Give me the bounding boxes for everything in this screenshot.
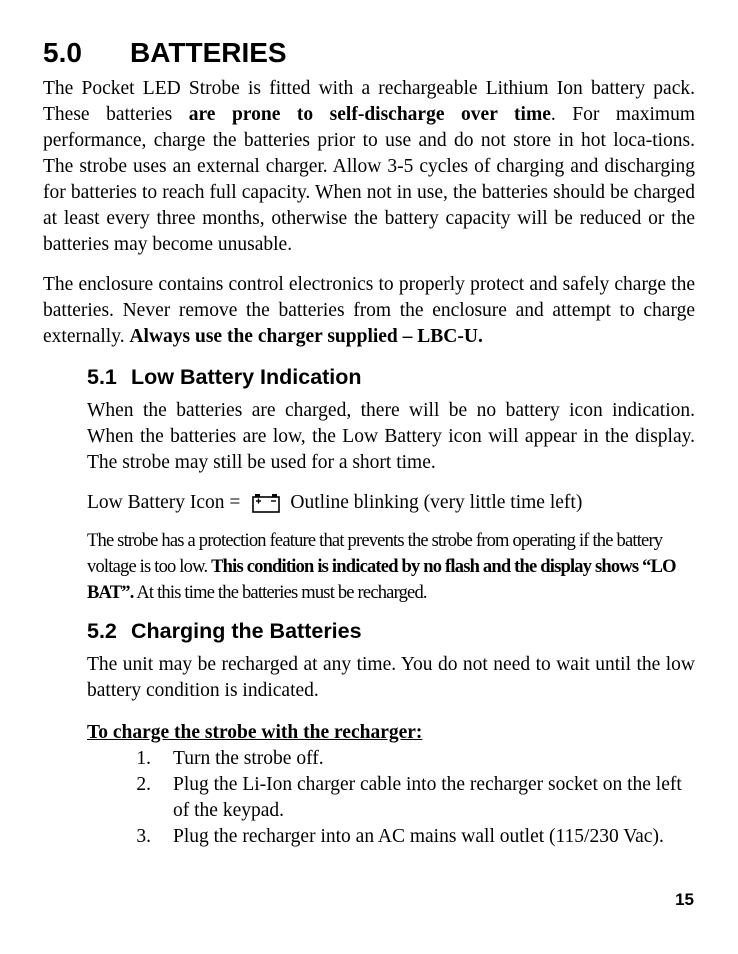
list-item: [87, 824, 695, 850]
charge-instructions-title: To charge the strobe with the recharger:: [87, 722, 423, 743]
section-number: 5.0: [43, 37, 82, 68]
icon-line-label: Low Battery Icon =: [87, 492, 241, 513]
para1-bold: are prone to self-discharge over time: [188, 104, 551, 125]
subsection-heading-low-battery: [87, 362, 695, 392]
recharge-paragraph: The unit may be recharged at any time. You do not need to wait until the low battery condition is indicated.: [87, 654, 695, 701]
manual-page: [43, 34, 695, 850]
step-number: 3.: [136, 826, 151, 847]
icon-line-description: Outline blinking (very little time left): [290, 492, 583, 513]
list-item: [87, 772, 695, 824]
protection-paragraph: [87, 528, 695, 606]
low-battery-paragraph: When the batteries are charged, there will be no battery icon indication. When the batteries are low, the Low Battery icon will appear in the display. The strobe may still be used for a short time.: [87, 400, 695, 473]
page-number: 15: [675, 890, 694, 909]
section-heading: [43, 34, 695, 72]
para2-text-a: The enclosure contains control electronics to properly protect and safely charge the batteries. Never remove the batteries from the enclosure and attempt to charge externally.: [43, 274, 695, 347]
subsection-number: 5.2: [87, 619, 117, 643]
list-item: [87, 746, 695, 772]
step-text: Turn the strobe off.: [173, 748, 324, 769]
step-text: Plug the recharger into an AC mains wall outlet (115/230 Vac).: [173, 826, 664, 847]
low-battery-icon-line: [87, 490, 695, 516]
battery-outline-icon: [252, 493, 280, 513]
subsection-title: Charging the Batteries: [131, 619, 362, 643]
subsection-title: Low Battery Indication: [131, 365, 362, 389]
para1-text-c: . For maximum performance, charge the batteries prior to use and do not store in hot loca-tions. The strobe uses an external charger. Allow 3-5 cycles of charging and discharging for batteries to reach full capacity. When not in use, the batteries should be charged at least every three months, otherwise the battery capacity will be reduced or the batteries may become unusable.: [43, 104, 695, 255]
step-number: 1.: [136, 748, 151, 769]
para1-text-a: The Pocket LED Strobe is fitted with a rechargeable Lithium Ion battery pack. These batteries: [43, 78, 695, 125]
subsection-heading-charging: [87, 616, 695, 646]
cond-bold: This condition is indicated by no flash and the display shows “LO BAT”.: [87, 557, 676, 603]
battery-intro-paragraph: [43, 76, 695, 258]
subsection-number: 5.1: [87, 365, 117, 389]
step-text: Plug the Li-Ion charger cable into the recharger socket on the left of the keypad.: [173, 774, 682, 821]
charge-steps-list: [87, 746, 695, 850]
cond-text-a: The strobe has a protection feature that prevents the strobe from operating if the battery voltage is too low.: [87, 531, 663, 577]
step-number: 2.: [136, 774, 151, 795]
cond-text-c: At this time the batteries must be recharged.: [133, 583, 427, 603]
section-title: BATTERIES: [130, 37, 287, 68]
para2-bold: Always use the charger supplied – LBC-U.: [129, 326, 483, 347]
enclosure-paragraph: [43, 272, 695, 350]
